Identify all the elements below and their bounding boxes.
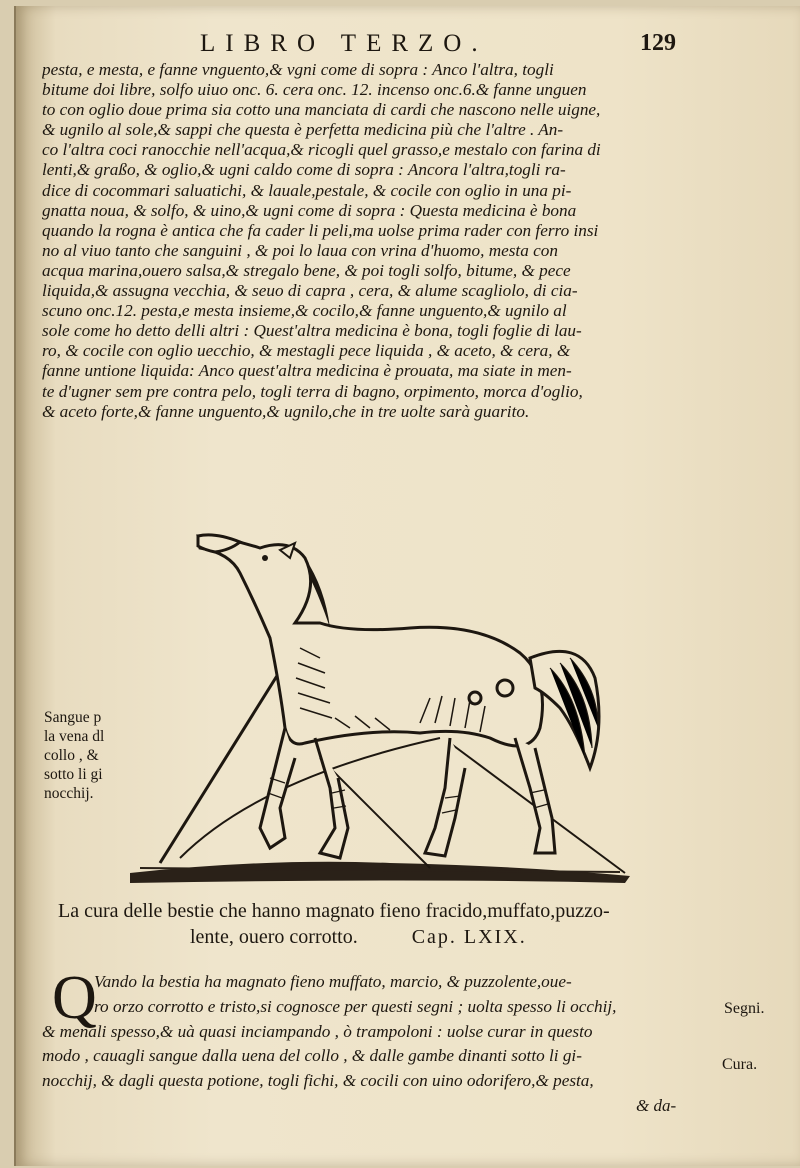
drop-cap: Q <box>52 964 97 1032</box>
body-line: sole come ho detto delli altri : Quest'altra medicina è bona, togli foglie di lau- <box>42 321 582 341</box>
heading-line-1: La cura delle bestie che hanno magnato fieno fracido,muffato,puzzo- <box>58 900 610 922</box>
heading-line-2: lente, ouero corrotto. <box>190 926 358 948</box>
body-line: no al viuo tanto che sanguini , & poi lo laua con vrina d'huomo, mesta con <box>42 240 558 260</box>
body-line: & aceto forte,& fanne unguento,& ugnilo,che in tre uolte sarà guarito. <box>42 401 530 421</box>
body-line: gnatta noua, & solfo, & uino,& ugni come di sopra : Questa medicina è bona <box>42 200 577 220</box>
margin-note-line: collo , & <box>44 747 99 764</box>
margin-note-line: la vena dl <box>44 728 105 745</box>
body-line: ro, & cocile con oglio uecchio, & mestagli pece liquida , & aceto, & cera, & <box>42 341 571 361</box>
body-line: to con oglio doue prima sia cotto una manciata di cardi che nascono nelle uigne, <box>42 100 601 120</box>
body-line: & ugnilo al sole,& sappi che questa è perfetta medicina più che l'altre . An- <box>42 120 564 140</box>
chapter-line: nocchij, & dagli questa potione, togli fichi, & cocili con uino odorifero,& pesta, <box>42 1071 594 1091</box>
body-line: co l'altra coci ranocchie nell'acqua,& ricogli quel grasso,e mestalo con farina di <box>42 140 601 160</box>
margin-note <box>44 708 144 803</box>
body-line: acqua marina,ouero salsa,& stregalo bene, & poi togli solfo, bitume, & pece <box>42 260 571 280</box>
catchword: & da- <box>636 1096 677 1115</box>
chapter-line: & menali spesso,& uà quasi inciampando , ò trampoloni : uolse curar in questo <box>42 1021 593 1041</box>
body-text <box>42 60 710 422</box>
body-line: pesta, e mesta, e fanne vnguento,& vgni come di sopra : Anco l'altra, togli <box>42 60 554 79</box>
margin-note-line: sotto li gi <box>44 766 103 783</box>
side-label-cura: Cura. <box>722 1056 758 1073</box>
chapter-text <box>42 964 722 1094</box>
body-line: te d'ugner sem pre contra pelo, togli terra di bagno, orpimento, morca d'oglio, <box>42 381 583 401</box>
body-line: bitume doi libre, solfo uiuo onc. 6. cera onc. 12. incenso onc.6.& fanne unguen <box>42 80 587 100</box>
body-line: fanne untione liquida: Anco quest'altra medicina è prouata, ma siate in men- <box>42 361 572 381</box>
body-line: dice di cocommari saluatichi, & lauale,pestale, & cocile con oglio in una pi- <box>42 180 572 200</box>
body-line: lenti,& graßo, & oglio,& ugni caldo come di sopra : Ancora l'altra,togli ra- <box>42 160 566 180</box>
chapter-line: Vando la bestia ha magnato fieno muffato, marcio, & puzzolente,oue- <box>94 972 572 991</box>
chapter-line: ro orzo corrotto e tristo,si cognosce per questi segni ; uolta spesso li occhij, <box>94 996 617 1016</box>
side-label-segni: Segni. <box>724 1000 765 1017</box>
chapter-line: modo , cauagli sangue dalla uena del collo , & dalle gambe dinanti sotto li gi- <box>42 1046 582 1066</box>
body-line: liquida,& assugna vecchia, & seuo di capra , cera, & alume scagliolo, di cia- <box>42 281 578 301</box>
horse-woodcut-illustration <box>120 528 640 888</box>
margin-note-line: Sangue p <box>44 709 102 726</box>
page-number: 129 <box>640 30 676 56</box>
body-line: quando la rogna è antica che fa cader li peli,ma uolse prima rader con ferro insi <box>42 220 599 240</box>
chapter-number: Cap. LXIX. <box>411 926 527 948</box>
margin-note-line: nocchij. <box>44 785 94 802</box>
body-line: scuno onc.12. pesta,e mesta insieme,& cocilo,& fanne unguento,& ugnilo al <box>42 301 567 321</box>
chapter-heading <box>58 898 718 950</box>
running-head: LIBRO TERZO. <box>200 30 488 57</box>
